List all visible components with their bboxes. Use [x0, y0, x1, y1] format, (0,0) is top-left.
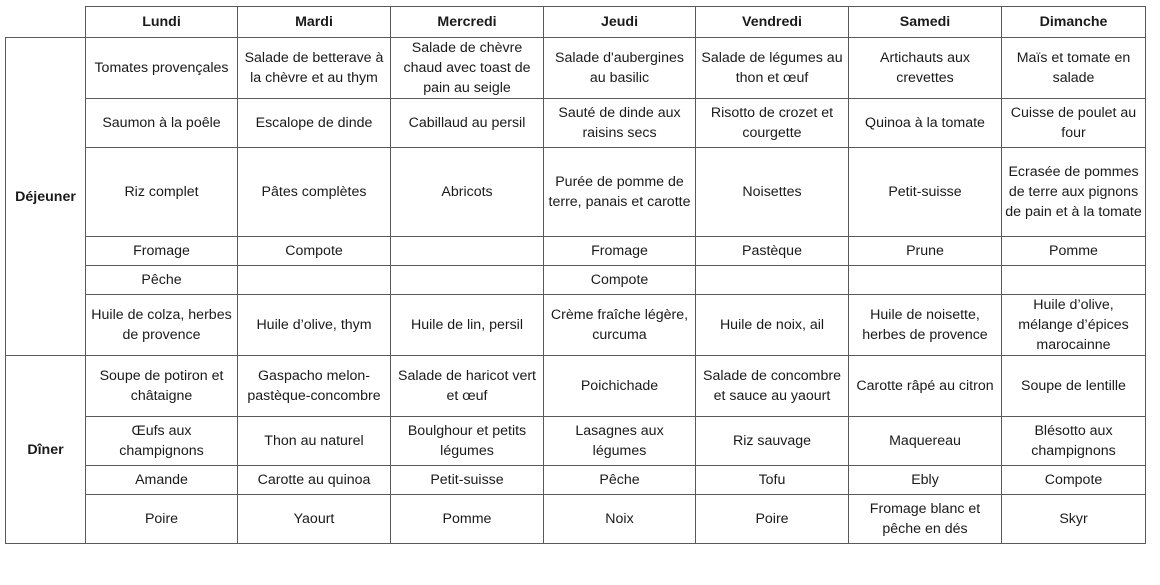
menu-cell: Pêche	[544, 466, 696, 495]
menu-cell: Poire	[86, 495, 238, 544]
menu-cell: Crème fraîche légère, curcuma	[544, 295, 696, 356]
menu-cell: Huile de noisette, herbes de provence	[849, 295, 1002, 356]
menu-cell: Huile d’olive, thym	[238, 295, 391, 356]
dinner-row-side	[6, 466, 1146, 495]
menu-cell: Escalope de dinde	[238, 99, 391, 148]
menu-cell: Soupe de lentille	[1002, 356, 1146, 417]
menu-cell: Petit-suisse	[849, 148, 1002, 237]
weekly-menu-table	[5, 6, 1146, 544]
menu-cell: Compote	[238, 237, 391, 266]
menu-cell: Riz sauvage	[696, 417, 849, 466]
menu-cell: Noix	[544, 495, 696, 544]
menu-cell: Fromage	[86, 237, 238, 266]
meal-label-diner: Dîner	[6, 356, 86, 544]
menu-cell: Salade de légumes au thon et œuf	[696, 38, 849, 99]
menu-cell: Fromage	[544, 237, 696, 266]
menu-cell: Fromage blanc et pêche en dés	[849, 495, 1002, 544]
menu-cell: Lasagnes aux légumes	[544, 417, 696, 466]
menu-cell: Salade de chèvre chaud avec toast de pain au seigle	[391, 38, 544, 99]
menu-cell: Compote	[544, 266, 696, 295]
menu-cell: Huile de colza, herbes de provence	[86, 295, 238, 356]
lunch-row-starter	[6, 38, 1146, 99]
menu-cell: Thon au naturel	[238, 417, 391, 466]
menu-cell: Tomates provençales	[86, 38, 238, 99]
menu-cell: Maïs et tomate en salade	[1002, 38, 1146, 99]
day-header-samedi: Samedi	[849, 7, 1002, 38]
menu-cell: Artichauts aux crevettes	[849, 38, 1002, 99]
menu-cell: Quinoa à la tomate	[849, 99, 1002, 148]
day-header-lundi: Lundi	[86, 7, 238, 38]
lunch-row-side	[6, 148, 1146, 237]
day-header-mardi: Mardi	[238, 7, 391, 38]
lunch-row-seasoning	[6, 295, 1146, 356]
menu-cell: Cabillaud au persil	[391, 99, 544, 148]
header-row	[6, 7, 1146, 38]
menu-cell: Blésotto aux champignons	[1002, 417, 1146, 466]
menu-cell: Saumon à la poêle	[86, 99, 238, 148]
lunch-row-dessert	[6, 237, 1146, 266]
menu-cell: Gaspacho melon-pastèque-concombre	[238, 356, 391, 417]
lunch-row-extra	[6, 266, 1146, 295]
dinner-row-main	[6, 417, 1146, 466]
menu-cell: Huile de lin, persil	[391, 295, 544, 356]
menu-cell: Ecrasée de pommes de terre aux pignons de pain et à la tomate	[1002, 148, 1146, 237]
menu-cell: Carotte au quinoa	[238, 466, 391, 495]
menu-cell	[696, 266, 849, 295]
dinner-row-dessert	[6, 495, 1146, 544]
day-header-jeudi: Jeudi	[544, 7, 696, 38]
menu-cell: Purée de pomme de terre, panais et carotte	[544, 148, 696, 237]
menu-cell: Sauté de dinde aux raisins secs	[544, 99, 696, 148]
menu-cell: Cuisse de poulet au four	[1002, 99, 1146, 148]
menu-cell	[849, 266, 1002, 295]
menu-cell: Salade d'aubergines au basilic	[544, 38, 696, 99]
menu-cell: Œufs aux champignons	[86, 417, 238, 466]
menu-cell: Soupe de potiron et châtaigne	[86, 356, 238, 417]
menu-cell: Noisettes	[696, 148, 849, 237]
menu-cell: Pomme	[1002, 237, 1146, 266]
menu-cell	[391, 237, 544, 266]
menu-cell: Salade de concombre et sauce au yaourt	[696, 356, 849, 417]
menu-cell: Pomme	[391, 495, 544, 544]
menu-cell: Carotte râpé au citron	[849, 356, 1002, 417]
menu-cell	[391, 266, 544, 295]
day-header-mercredi: Mercredi	[391, 7, 544, 38]
menu-cell: Abricots	[391, 148, 544, 237]
dinner-row-starter	[6, 356, 1146, 417]
menu-cell: Tofu	[696, 466, 849, 495]
meal-label-dejeuner: Déjeuner	[6, 38, 86, 356]
menu-cell: Compote	[1002, 466, 1146, 495]
menu-cell: Maquereau	[849, 417, 1002, 466]
menu-cell: Prune	[849, 237, 1002, 266]
menu-cell	[1002, 266, 1146, 295]
menu-cell: Risotto de crozet et courgette	[696, 99, 849, 148]
corner-cell	[6, 7, 86, 38]
menu-cell: Petit-suisse	[391, 466, 544, 495]
menu-cell: Pêche	[86, 266, 238, 295]
day-header-vendredi: Vendredi	[696, 7, 849, 38]
menu-cell: Pâtes complètes	[238, 148, 391, 237]
menu-cell: Salade de betterave à la chèvre et au thym	[238, 38, 391, 99]
menu-cell: Salade de haricot vert et œuf	[391, 356, 544, 417]
menu-cell: Poichichade	[544, 356, 696, 417]
day-header-dimanche: Dimanche	[1002, 7, 1146, 38]
menu-cell: Boulghour et petits légumes	[391, 417, 544, 466]
menu-cell: Amande	[86, 466, 238, 495]
menu-cell: Huile de noix, ail	[696, 295, 849, 356]
menu-cell: Pastèque	[696, 237, 849, 266]
menu-cell: Yaourt	[238, 495, 391, 544]
menu-cell	[238, 266, 391, 295]
menu-cell: Poire	[696, 495, 849, 544]
menu-cell: Huile d’olive, mélange d’épices marocainne	[1002, 295, 1146, 356]
menu-cell: Ebly	[849, 466, 1002, 495]
menu-cell: Riz complet	[86, 148, 238, 237]
lunch-row-main	[6, 99, 1146, 148]
menu-cell: Skyr	[1002, 495, 1146, 544]
